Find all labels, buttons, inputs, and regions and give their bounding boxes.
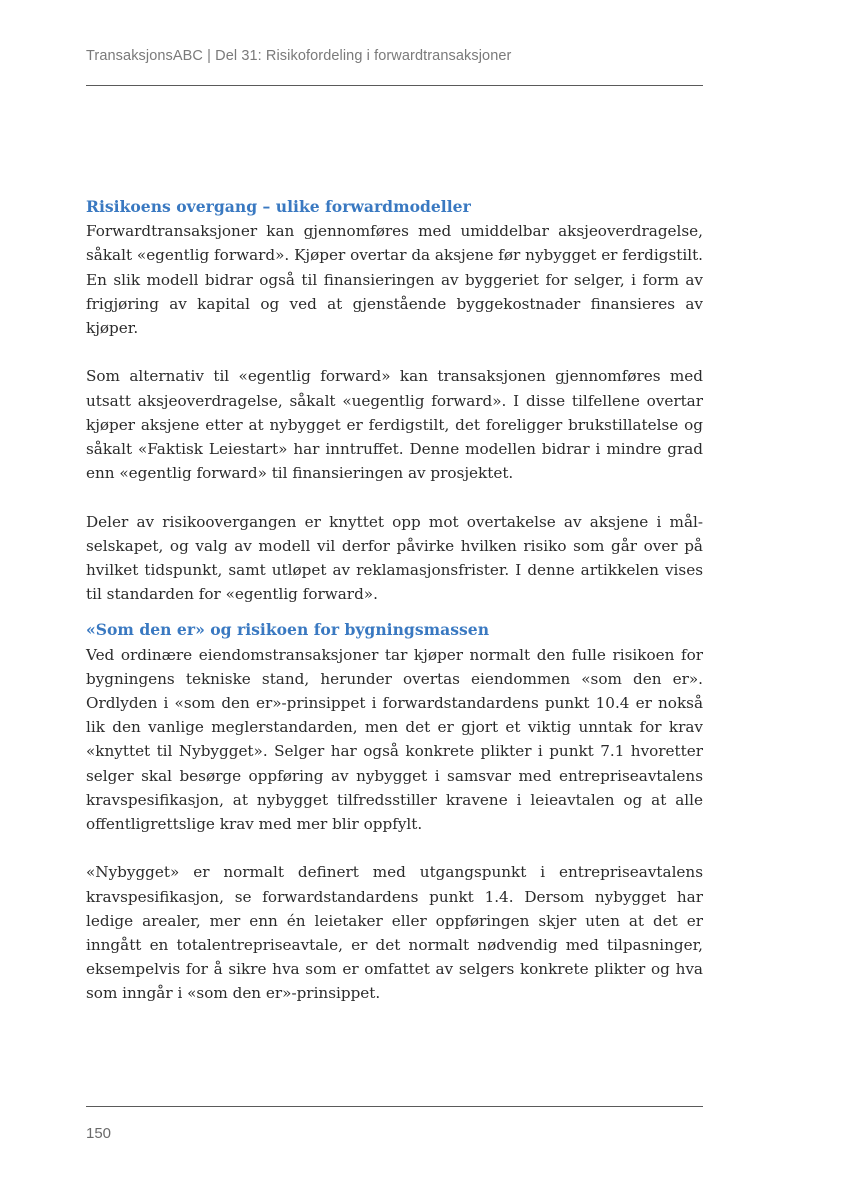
- page-number: 150: [86, 1125, 112, 1142]
- main-content: [86, 195, 703, 1030]
- paragraph: Deler av risikoovergangen er knyttet opp mot overtakelse av aksjene i målselskapet, og valg av modell vil derfor påvirke hvilken risiko som går over på hvilket tidspunkt, samt utløpet av reklamasjonsfrister. I denne artikkelen vises til standarden for «egentlig forward».: [86, 512, 703, 604]
- section-heading-as-is: «Som den er» og risikoen for bygningsmassen: [86, 620, 490, 640]
- paragraph: Som alternativ til «egentlig forward» kan transaksjonen gjennomføres med utsatt aksjeoverdragelse, såkalt «uegentlig forward». I disse tilfellene overtar kjøper aksjene etter at nybygget er ferdigstilt, det foreligger brukstillatelse og såkalt «Faktisk Leiestart» har inntruffet. Denne modellen bidrar i mindre grad enn «egentlig forward» til finansieringen av prosjektet.: [86, 367, 703, 483]
- running-header: TransaksjonsABC | Del 31: Risikofordeling i forwardtransaksjoner: [86, 48, 512, 64]
- footer-divider: [86, 1106, 703, 1107]
- section-heading-risk-transfer: Risikoens overgang – ulike forwardmodeller: [86, 197, 471, 216]
- paragraph: «Nybygget» er normalt definert med utgangspunkt i entrepriseavtalens kravspesifikasjon, se forwardstandardens punkt 1.4. Dersom nybygget har ledige arealer, mer enn én leietaker eller oppføringen skjer uten at det er inngått en totalentrepriseavtale, er det normalt nødvendig med tilpasninger, eksempelvis for å sikre hva som er omfattet av selgers konkrete plikter og hva som inngår i «som den er»-prinsippet.: [86, 863, 703, 1003]
- paragraph: Ved ordinære eiendomstransaksjoner tar kjøper normalt den fulle risikoen for bygningens tekniske stand, herunder overtas eiendommen «som den er». Ordlyden i «som den er»-prinsippet i forwardstandardens punkt 10.4 er nokså lik den vanlige meglerstandarden, men det er gjort et viktig unntak for krav «knyttet til Nybygget». Selger har også konkrete plikter i punkt 7.1 hvoretter selger skal besørge oppføring av nybygget i samsvar med entrepriseavtalens kravspesifikasjon, at nybygget tilfredsstiller kravene i leieavtalen og at alle offentligrettslige krav med mer blir oppfylt.: [86, 645, 703, 834]
- paragraph: Forwardtransaksjoner kan gjennomføres med umiddelbar aksjeoverdragelse, såkalt «egentlig forward». Kjøper overtar da aksjene før nybygget er ferdigstilt. En slik modell bidrar også til finansieringen av byggeriet for selger, i form av frigjøring av kapital og ved at gjenstående byggekostnader finansieres av kjøper.: [86, 222, 703, 338]
- header-divider: [86, 85, 703, 86]
